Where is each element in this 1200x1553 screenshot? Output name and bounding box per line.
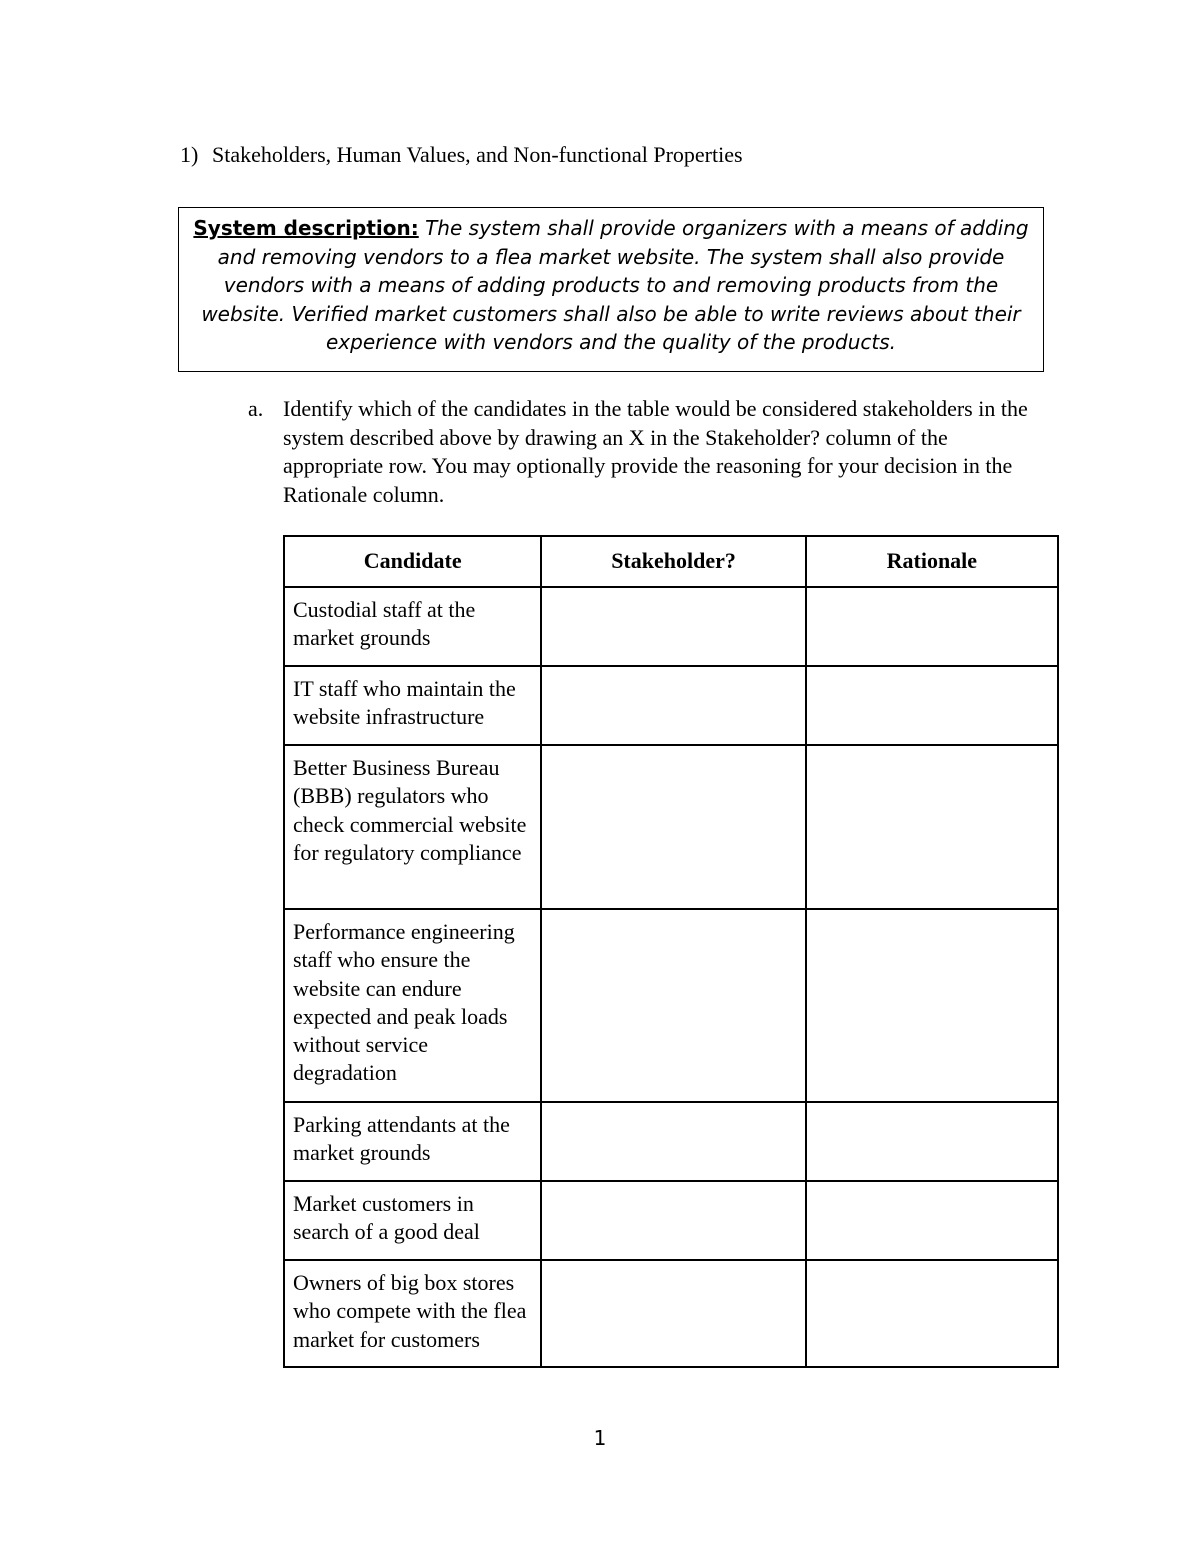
rationale-cell[interactable] — [806, 909, 1058, 1102]
stakeholder-cell[interactable] — [541, 1260, 805, 1367]
candidate-cell: Market customers in search of a good deal — [284, 1181, 541, 1260]
candidate-cell: Owners of big box stores who compete with the flea market for customers — [284, 1260, 541, 1367]
system-description-label: System description: — [193, 216, 419, 240]
rationale-cell[interactable] — [806, 1181, 1058, 1260]
stakeholder-cell[interactable] — [541, 909, 805, 1102]
candidate-cell: Parking attendants at the market grounds — [284, 1102, 541, 1181]
table-row — [284, 666, 1058, 745]
section-heading — [180, 140, 743, 170]
header-candidate: Candidate — [284, 536, 541, 587]
rationale-cell[interactable] — [806, 1102, 1058, 1181]
table-row — [284, 909, 1058, 1102]
stakeholder-cell[interactable] — [541, 587, 805, 666]
question-a — [248, 395, 1048, 509]
section-number: 1) — [180, 142, 199, 167]
candidate-cell: Custodial staff at the market grounds — [284, 587, 541, 666]
rationale-cell[interactable] — [806, 745, 1058, 909]
table-header-row — [284, 536, 1058, 587]
question-letter: a. — [248, 396, 264, 421]
page-number: 1 — [593, 1426, 607, 1450]
table-row — [284, 1260, 1058, 1367]
section-title: Stakeholders, Human Values, and Non-functional Properties — [212, 142, 743, 167]
question-text: Identify which of the candidates in the table would be considered stakeholders in the system described above by drawing an X in the Stakeholder? column of the appropriate row. You may optionally provide the reasoning for your decision in the Rationale column. — [283, 396, 1028, 507]
table-row — [284, 587, 1058, 666]
header-rationale: Rationale — [806, 536, 1058, 587]
stakeholder-table — [283, 535, 1059, 1368]
stakeholder-cell[interactable] — [541, 666, 805, 745]
stakeholder-cell[interactable] — [541, 1181, 805, 1260]
table-row — [284, 745, 1058, 909]
stakeholder-cell[interactable] — [541, 1102, 805, 1181]
rationale-cell[interactable] — [806, 587, 1058, 666]
table-row — [284, 1181, 1058, 1260]
candidate-cell: Performance engineering staff who ensure the website can endure expected and peak loads without service degradation — [284, 909, 541, 1102]
header-stakeholder: Stakeholder? — [541, 536, 805, 587]
stakeholder-cell[interactable] — [541, 745, 805, 909]
rationale-cell[interactable] — [806, 666, 1058, 745]
candidate-cell: Better Business Bureau (BBB) regulators who check commercial website for regulatory compliance — [284, 745, 541, 909]
system-description-box — [178, 207, 1044, 372]
table-row — [284, 1102, 1058, 1181]
rationale-cell[interactable] — [806, 1260, 1058, 1367]
candidate-cell: IT staff who maintain the website infrastructure — [284, 666, 541, 745]
system-description-text: The system shall provide organizers with a means of adding and removing vendors to a flea market website. The system shall also provide vendors with a means of adding products to and removing products from the website. Verified market customers shall also be able to write reviews about their experience with vendors and the quality of the products. — [201, 216, 1029, 354]
